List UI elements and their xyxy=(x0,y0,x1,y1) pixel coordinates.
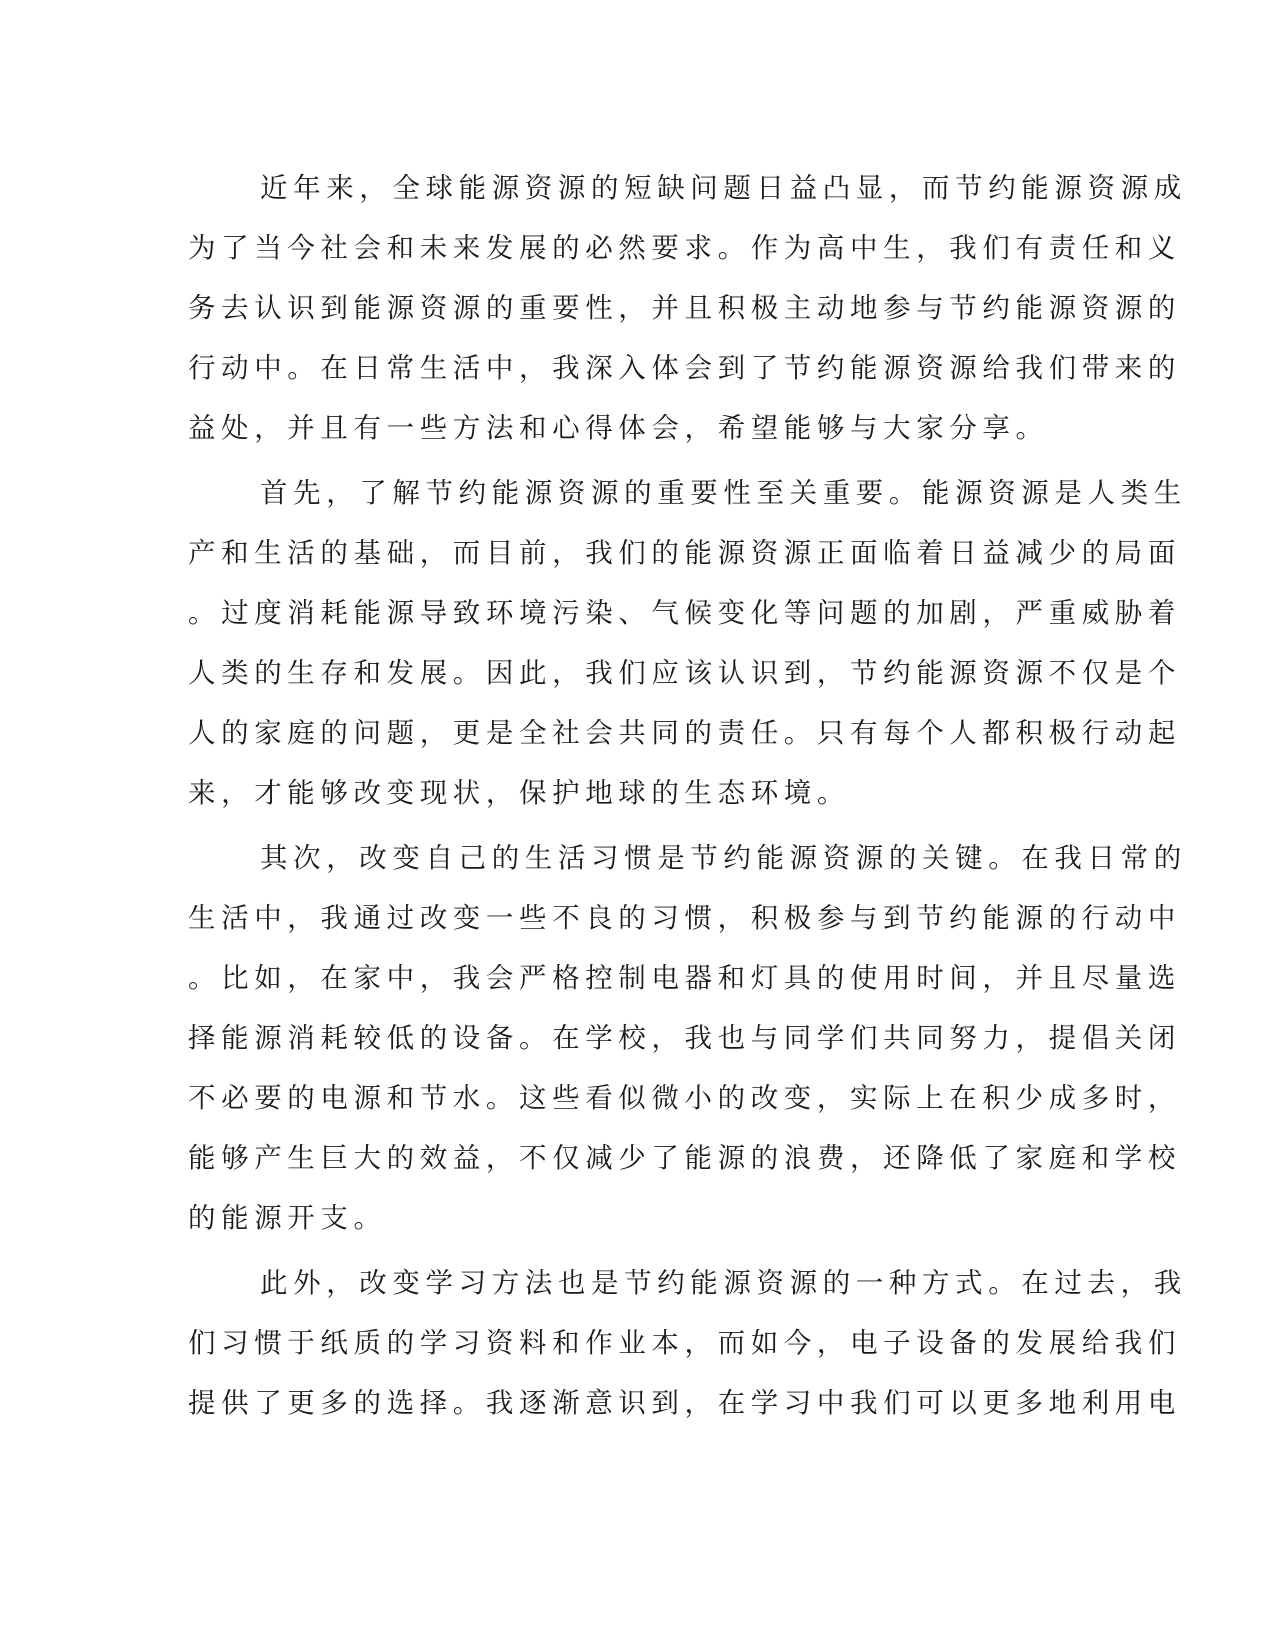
body-text xyxy=(188,158,1187,1433)
text-line: 不必要的电源和节水。这些看似微小的改变，实际上在积少成多时， xyxy=(188,1082,1181,1114)
text-line: 人类的生存和发展。因此，我们应该认识到，节约能源资源不仅是个 xyxy=(188,657,1181,689)
text-line: 来，才能够改变现状，保护地球的生态环境。 xyxy=(188,777,850,809)
text-line: 能够产生巨大的效益，不仅减少了能源的浪费，还降低了家庭和学校 xyxy=(188,1142,1181,1174)
text-line: 提供了更多的选择。我逐渐意识到，在学习中我们可以更多地利用电 xyxy=(188,1387,1181,1419)
text-line: 择能源消耗较低的设备。在学校，我也与同学们共同努力，提倡关闭 xyxy=(188,1022,1181,1054)
text-line: 产和生活的基础，而目前，我们的能源资源正面临着日益减少的局面 xyxy=(188,537,1181,569)
paragraph-4 xyxy=(188,1253,1187,1433)
text-line: 首先，了解节约能源资源的重要性至关重要。能源资源是人类生 xyxy=(260,477,1187,509)
paragraph-2 xyxy=(188,463,1187,823)
text-line: 其次，改变自己的生活习惯是节约能源资源的关键。在我日常的 xyxy=(260,842,1187,874)
text-line: 行动中。在日常生活中，我深入体会到了节约能源资源给我们带来的 xyxy=(188,352,1181,384)
text-line: 务去认识到能源资源的重要性，并且积极主动地参与节约能源资源的 xyxy=(188,292,1181,324)
text-line: 。过度消耗能源导致环境污染、气候变化等问题的加剧，严重威胁着 xyxy=(188,597,1181,629)
paragraph-1 xyxy=(188,158,1187,458)
text-line: 生活中，我通过改变一些不良的习惯，积极参与到节约能源的行动中 xyxy=(188,902,1181,934)
text-line: 们习惯于纸质的学习资料和作业本，而如今，电子设备的发展给我们 xyxy=(188,1327,1181,1359)
text-line: 益处，并且有一些方法和心得体会，希望能够与大家分享。 xyxy=(188,412,1049,444)
text-line: 人的家庭的问题，更是全社会共同的责任。只有每个人都积极行动起 xyxy=(188,717,1181,749)
text-line: 近年来，全球能源资源的短缺问题日益凸显，而节约能源资源成 xyxy=(260,172,1187,204)
text-line: 的能源开支。 xyxy=(188,1202,387,1234)
text-line: 为了当今社会和未来发展的必然要求。作为高中生，我们有责任和义 xyxy=(188,232,1181,264)
text-line: 此外，改变学习方法也是节约能源资源的一种方式。在过去，我 xyxy=(260,1267,1187,1299)
text-line: 。比如，在家中，我会严格控制电器和灯具的使用时间，并且尽量选 xyxy=(188,962,1181,994)
paragraph-3 xyxy=(188,828,1187,1248)
